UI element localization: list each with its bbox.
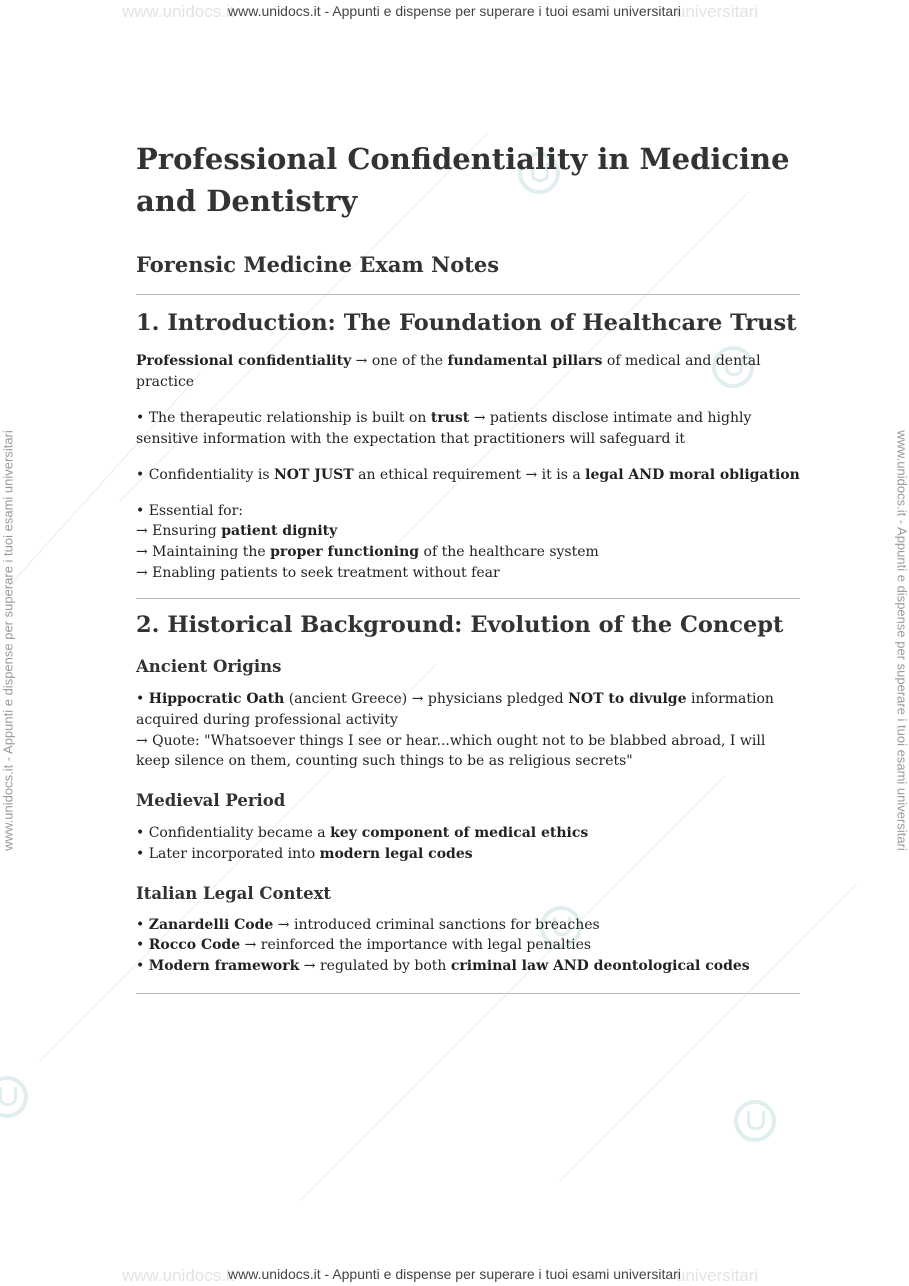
text-run: → reinforced the importance with legal penalties xyxy=(240,937,592,954)
watermark-footer: www.unidocs.it - Appunti e dispense per superare i tuoi esami universitari xyxy=(228,1266,681,1282)
watermark-logo-icon xyxy=(0,1076,28,1118)
text-run: information acquired during professional activity xyxy=(136,691,774,729)
text-run: → regulated by both xyxy=(299,957,451,974)
ancient-origins-paragraph xyxy=(136,689,800,772)
watermark-ghost-right: universitari xyxy=(676,2,759,21)
intro-paragraph-2 xyxy=(136,408,800,449)
watermark-side-left: www.unidocs.it - Appunti e dispense per superare i tuoi esami universitari xyxy=(0,430,16,851)
text-run: • Essential for: xyxy=(136,502,243,519)
watermark-logo-icon xyxy=(734,1100,776,1142)
text-run: of medical and dental practice xyxy=(136,353,761,390)
bold-term: patient dignity xyxy=(221,523,338,540)
intro-paragraph-1 xyxy=(136,351,800,392)
hippocratic-quote: → Quote: "Whatsoever things I see or hear...which ought not to be blabbed abroad, I will keep silence on them, counting such things to be as religious secrets" xyxy=(136,732,766,770)
section-2-heading: 2. Historical Background: Evolution of the Concept xyxy=(136,612,784,639)
bold-term: Rocco Code xyxy=(148,937,241,954)
text-run: • Confidentiality is xyxy=(136,466,274,483)
bold-term: criminal law AND deontological codes xyxy=(450,957,750,974)
text-run: → introduced criminal sanctions for breaches xyxy=(273,916,600,933)
title-line-2: and Dentistry xyxy=(136,184,358,218)
text-run: → Ensuring xyxy=(136,523,222,540)
text-run: • xyxy=(136,916,149,933)
document-body xyxy=(136,138,800,994)
text-run: • xyxy=(136,691,149,708)
bold-term: proper functioning xyxy=(270,543,420,560)
text-run: • Confidentiality became a xyxy=(136,825,331,842)
text-run: • Later incorporated into xyxy=(136,845,320,862)
bold-term: legal AND moral obligation xyxy=(585,466,800,483)
bold-term: trust xyxy=(430,410,470,427)
watermark-ghost-right-bottom: universitari xyxy=(676,1266,759,1285)
divider xyxy=(136,598,800,599)
document-subtitle: Forensic Medicine Exam Notes xyxy=(136,252,500,277)
italian-legal-paragraph xyxy=(136,915,800,977)
watermark-header: www.unidocs.it - Appunti e dispense per superare i tuoi esami universitari xyxy=(228,3,681,19)
title-line-1: Professional Confidentiality in Medicine xyxy=(136,142,790,176)
text-run: (ancient Greece) → physicians pledged xyxy=(284,691,569,708)
bold-term: fundamental pillars xyxy=(447,353,603,369)
text-run: → Enabling patients to seek treatment without fear xyxy=(136,564,500,581)
medieval-paragraph xyxy=(136,823,800,864)
divider xyxy=(136,993,800,994)
text-run: • xyxy=(136,937,149,954)
watermark-ghost-left-bottom: www.unidocs.it xyxy=(122,1266,235,1285)
bold-term: NOT to divulge xyxy=(568,691,687,708)
bold-term: modern legal codes xyxy=(319,845,473,862)
bold-term: NOT JUST xyxy=(273,466,354,483)
bold-term: key component of medical ethics xyxy=(330,825,589,842)
subheading-ancient-origins: Ancient Origins xyxy=(136,657,282,677)
watermark-ghost-left: www.unidocs.it xyxy=(122,2,235,21)
text-run: • The therapeutic relationship is built on xyxy=(136,410,431,427)
text-run: → Maintaining the xyxy=(136,543,271,560)
bold-term: Hippocratic Oath xyxy=(148,691,285,708)
text-run: • xyxy=(136,957,149,974)
intro-paragraph-3 xyxy=(136,465,800,486)
section-1-heading: 1. Introduction: The Foundation of Healthcare Trust xyxy=(136,310,797,336)
text-run: an ethical requirement → it is a xyxy=(353,466,586,483)
bold-term: Modern framework xyxy=(148,957,300,974)
bold-term: Zanardelli Code xyxy=(148,916,274,933)
text-run: of the healthcare system xyxy=(419,543,599,560)
text-run: → one of the xyxy=(351,353,448,369)
subheading-italian-legal-context: Italian Legal Context xyxy=(136,883,332,903)
text-run: → patients disclose intimate and highly sensitive information with the expectation that practitioners will safeguard it xyxy=(136,410,752,448)
divider xyxy=(136,294,800,295)
bold-term: Professional confidentiality xyxy=(136,353,352,369)
subheading-medieval-period: Medieval Period xyxy=(136,791,286,811)
intro-paragraph-4 xyxy=(136,501,800,584)
watermark-side-right: www.unidocs.it - Appunti e dispense per superare i tuoi esami universitari xyxy=(894,430,909,851)
document-title xyxy=(136,138,800,222)
